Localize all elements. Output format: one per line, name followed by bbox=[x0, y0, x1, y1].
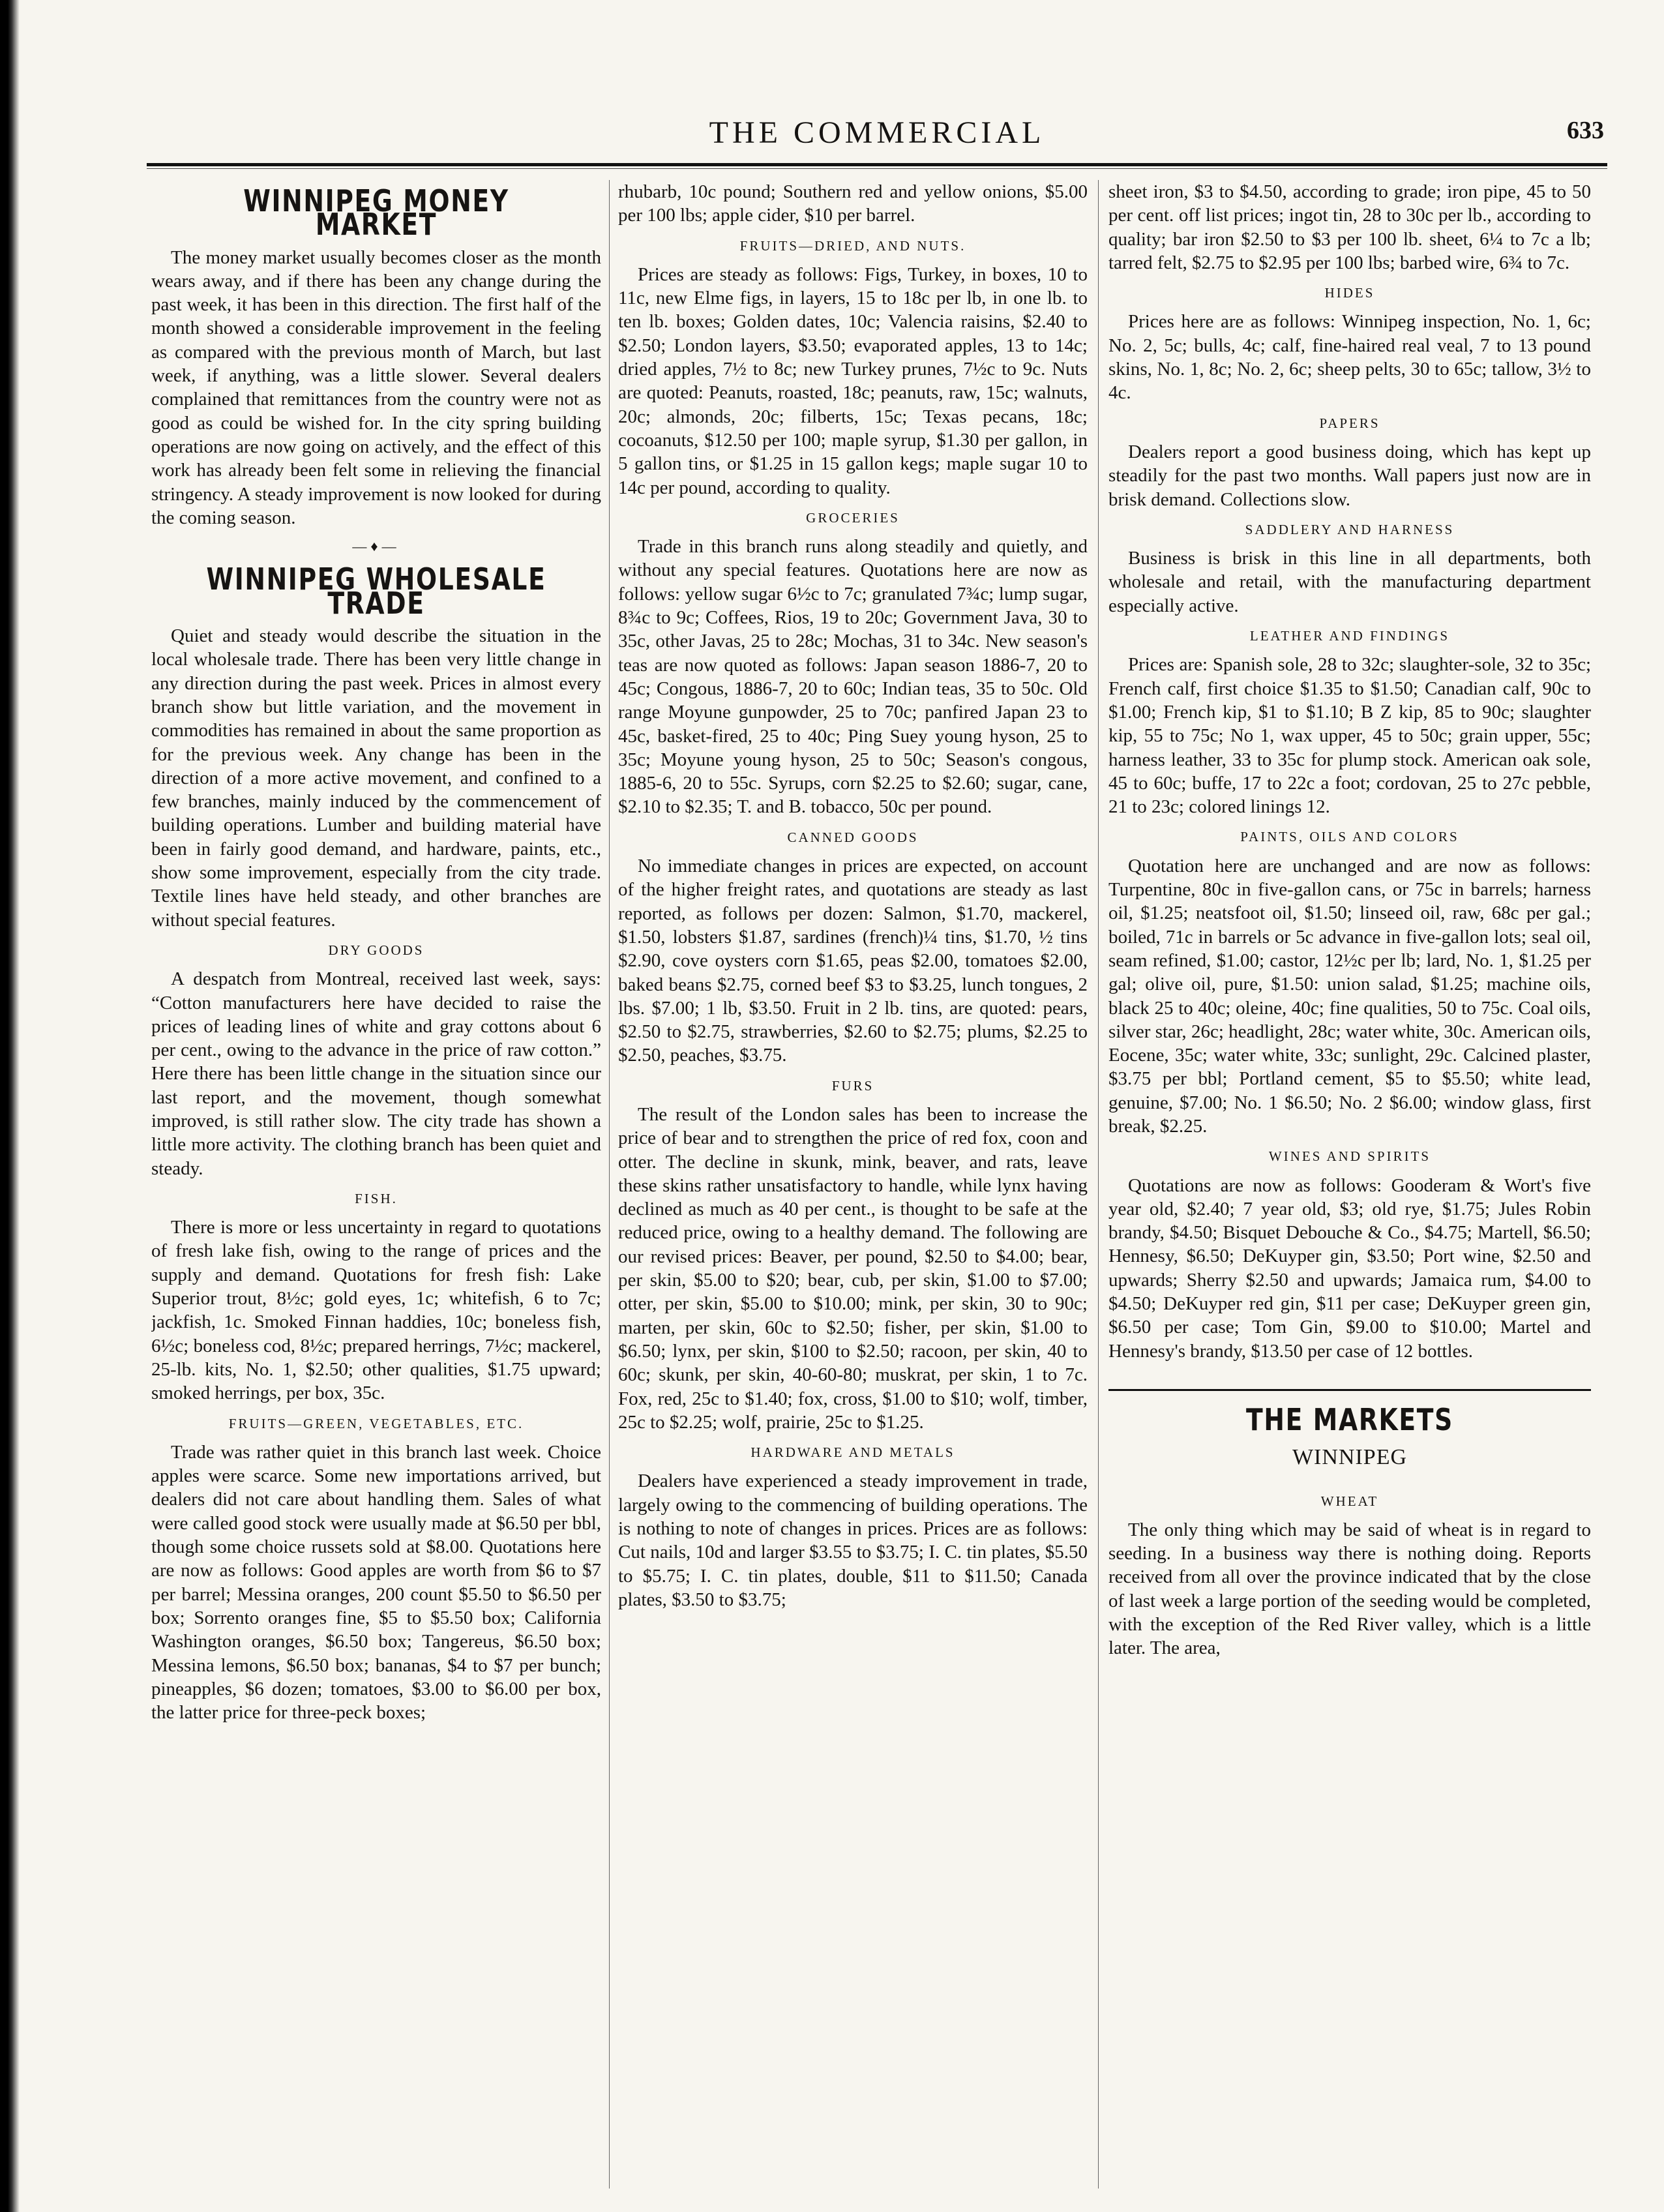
column-1 bbox=[151, 180, 601, 2189]
article-paragraph: Trade was rather quiet in this branch last week. Choice apples were scarce. Some new importations arrived, but dealers did not care about handling them. Sales of what were called good stock were usually made at $6.50 per bbl, though some choice russets sold at $8.00. Quotations here are now as follows: Good apples are worth from $6 to $7 per barrel; Messina oranges, 200 count $5.50 to $6.50 per box; Sorrento oranges fine, $5 to $5.50 box; California Washington oranges, $6.50 box; Tangereus, $6.50 box; Messina lemons, $6.50 box; bananas, $4 to $7 per bunch; pineapples, $6 dozen; tomatoes, $3.00 to $6.00 per box, the latter price for three-peck boxes; bbox=[151, 1441, 601, 1724]
section-heading-fruits-green: FRUITS—GREEN, VEGETABLES, ETC. bbox=[228, 1415, 524, 1431]
article-paragraph: The only thing which may be said of wheat is in regard to seeding. In a business way there is nothing doing. Reports received from all over the province indicated that by the close of last week a large portion of the seeding would be completed, with the exception of the Red River valley, which is a little later. The area, bbox=[1108, 1519, 1591, 1659]
article-paragraph: Quiet and steady would describe the situation in the local wholesale trade. There has been very little change in any direction during the past week. Prices in almost every branch show but little variation, and the movement in commodities has remained in about the same proportion as for the previous week. Any change has been in the direction of a more active movement, and confined to a few branches, mainly induced by the commencement of building operations. Lumber and building material have been in fairly good demand, and hardware, paints, etc., show some improvement, especially from the city trade. Textile lines have held steady, and other branches are without special features. bbox=[151, 625, 601, 931]
article-paragraph: Prices here are as follows: Winnipeg inspection, No. 1, 6c; No. 2, 5c; bulls, 4c; calf, fine-haired real veal, 7 to 13 pound skins, No. 1, 8c; No. 2, 6c; sheep pelts, 30 to 65c; tallow, 3½ to 4c. bbox=[1108, 311, 1591, 404]
markets-section bbox=[1108, 1389, 1591, 1660]
headline-wholesale-trade: WINNIPEG WHOLESALE TRADE bbox=[206, 561, 546, 621]
section-heading-hides: HIDES bbox=[1324, 285, 1375, 301]
article-paragraph: The money market usually becomes closer as the month wears away, and if there has been any change during the past week, it has been in this direction. The first half of the month showed a considerable improvement in the feeling as compared with the previous month of March, but last week, if anything, was a little slower. Several dealers complained that remittances from the country were not as good as could be wished for. In the city spring building operations are now going on actively, and the effect of this work has already been felt some in relieving the financial stringency. A steady improvement is now looked for during the coming season. bbox=[151, 247, 601, 528]
article-paragraph: A despatch from Montreal, received last week, says: “Cotton manufacturers here have decided to raise the prices of leading lines of white and gray cottons about 6 per cent., owing to the advance in the price of raw cotton.” Here there has been little change in the situation since our last report, and the movement, though somewhat improved, is still rather slow. The city trade has shown a little more activity. The clothing branch has been quiet and steady. bbox=[151, 968, 601, 1179]
section-heading-furs: FURS bbox=[831, 1077, 874, 1094]
article-paragraph: rhubarb, 10c pound; Southern red and yellow onions, $5.00 per 100 lbs; apple cider, $10 per barrel. bbox=[618, 181, 1088, 226]
section-heading-leather: LEATHER AND FINDINGS bbox=[1249, 628, 1450, 644]
city-heading: WINNIPEG bbox=[1292, 1445, 1408, 1470]
article-paragraph: Business is brisk in this line in all departments, both wholesale and retail, with the manufacturing department especially active. bbox=[1108, 548, 1591, 616]
masthead-title: THE COMMERCIAL bbox=[709, 115, 1045, 150]
section-heading-dry-goods: DRY GOODS bbox=[328, 942, 424, 958]
article-paragraph: Dealers have experienced a steady improvement in trade, largely owing to the commencing of building operations. The is nothing to note of changes in prices. Prices are as follows: Cut nails, 10d and larger $3.55 to $3.75; I. C. tin plates, $5.50 to $5.75; I. C. tin plates, double, $11 to $11.50; Canada plates, $3.50 to $3.75; bbox=[618, 1471, 1088, 1610]
scan-edge bbox=[0, 0, 20, 2212]
headline-the-markets: THE MARKETS bbox=[1246, 1401, 1453, 1437]
column-divider bbox=[609, 180, 610, 2189]
article-paragraph: Quotations are now as follows: Gooderam & Wort's five year old, $2.40; 7 year old, $3; old rye, $1.75; Jules Robin brandy, $4.50; Bisquet Debouche & Co., $4.75; Martell, $6.50; Hennesy, $6.50; DeKuyper gin, $3.50; Port wine, $2.50 and upwards; Sherry $2.50 and upwards; Jamaica rum, $4.00 to $4.50; DeKuyper red gin, $11 per case; DeKuyper green gin, $6.50 per case; Tom Gin, $9.00 to $10.00; Martel and Hennesy's brandy, $13.50 per case of 12 bottles. bbox=[1108, 1174, 1591, 1362]
column-divider bbox=[1098, 180, 1099, 2189]
section-heading-fruits-dried: FRUITS—DRIED, AND NUTS. bbox=[739, 237, 966, 254]
section-heading-hardware: HARDWARE AND METALS bbox=[750, 1444, 955, 1461]
section-heading-wines: WINES AND SPIRITS bbox=[1268, 1148, 1431, 1165]
article-paragraph: The result of the London sales has been to increase the price of bear and to strengthen the price of red fox, coon and otter. The decline in skunk, mink, beaver, and rats, leave these skins rather unsatisfactory to handle, while lynx having declined as much as 40 per cent., is thought to be safe at the reduced price, owing to a healthy demand. The following are our revised prices: Beaver, per pound, $2.50 to $4.00; bear, per skin, $5.00 to $20; bear, cub, per skin, $1.00 to $7.00; otter, per skin, $5.00 to $10.00; mink, per skin, 30 to 90c; marten, per skin, 60c to $2.50; fisher, per skin, $1.00 to $6.50; lynx, per skin, $100 to $2.50; racoon, per skin, 40 to 60c; skunk, per skin, 40-60-80; muskrat, per skin, 1 to 7c. Fox, red, 25c to $1.40; fox, cross, $1.00 to $10; wolf, timber, 25c to $2.25; wolf, prairie, 25c to $1.25. bbox=[618, 1103, 1088, 1433]
article-paragraph: No immediate changes in prices are expected, on account of the higher freight rates, and quotations are steady as last reported, as follows per dozen: Salmon, $1.70, mackerel, $1.50, lobsters $1.87, sardines (french)¼ tins, $1.70, ½ tins $2.90, cove oysters corn $1.65, peas $2.00, tomatoes $2.00, baked beans $2.75, corned beef $3 to $3.25, lunch tongues, 2 lbs. $7.00; 1 lb, $3.50. Fruit in 2 lb. tins, are quoted: pears, $2.50 to $2.75, strawberries, $2.60 to $2.75; plums, $2.25 to $2.50, peaches, $3.75. bbox=[618, 856, 1088, 1066]
section-heading-canned-goods: CANNED GOODS bbox=[787, 829, 919, 845]
masthead-rule-thin bbox=[147, 168, 1607, 169]
article-paragraph: Prices are steady as follows: Figs, Turkey, in boxes, 10 to 11c, new Elme figs, in layers, 15 to 18c per lb, in one lb. to ten lb. boxes; Golden dates, 10c; Valencia raisins, $2.40 to $2.50; London layers, $3.50; evaporated apples, 13 to 14c; dried apples, 7½ to 8c; new Turkey prunes, 7½c to 9c. Nuts are quoted: Peanuts, roasted, 18c; peanuts, raw, 15c; walnuts, 20c; almonds, 20c; filberts, 15c; Texas pecans, 18c; cocoanuts, $12.50 per 100; maple syrup, $1.30 per gallon, in 5 gallon tins, or $1.25 in 15 gallon kegs; maple sugar 10 to 14c per pound, according to quality. bbox=[618, 263, 1088, 498]
ornament-divider: —♦— bbox=[352, 538, 400, 555]
section-heading-paints: PAINTS, OILS AND COLORS bbox=[1240, 829, 1459, 845]
section-heading-fish: FISH. bbox=[355, 1190, 398, 1206]
headline-money-market: WINNIPEG MONEY MARKET bbox=[243, 183, 509, 243]
section-heading-papers: PAPERS bbox=[1319, 415, 1380, 431]
column-3 bbox=[1108, 180, 1591, 2189]
column-2 bbox=[618, 180, 1088, 2189]
page-number: 633 bbox=[1567, 117, 1604, 144]
article-paragraph: Dealers report a good business doing, which has kept up steadily for the past two months. Wall papers just now are in brisk demand. Collections slow. bbox=[1108, 441, 1591, 510]
masthead-rule bbox=[147, 163, 1607, 166]
article-paragraph: Trade in this branch runs along steadily and quietly, and without any special features. Quotations here are now as follows: yellow sugar 6½c to 7c; granulated 7¾c; lump sugar, 8¾c to 9c; Coffees, Rios, 19 to 20c; Government Java, 30 to 35c, other Javas, 25 to 28c; Mochas, 31 to 34c. New season's teas are now quoted as follows: Japan season 1886-7, 20 to 45c; Congous, 1886-7, 20 to 60c; Indian teas, 35 to 50c. Old range Moyune gunpowder, 25 to 70c; panfired Japan 23 to 45c, basket-fired, 25 to 40c; Ping Suey young hyson, 25 to 35c; Moyune young hyson, 25 to 50c; Season's congous, 1885-6, 20 to 55c. Syrups, corn $2.25 to $2.60; sugar, cane, $2.10 to $2.35; T. and B. tobacco, 50c per pound. bbox=[618, 536, 1088, 818]
section-heading-saddlery: SADDLERY AND HARNESS bbox=[1245, 521, 1455, 537]
article-paragraph: Quotation here are unchanged and are now as follows: Turpentine, 80c in five-gallon cans, or 75c in barrels; harness oil, $1.25; neatsfoot oil, $1.50; linseed oil, raw, 68c per gal.; boiled, 71c in barrels or 5c advance in five-gallon lots; seal oil, seam refined, $1.00; castor, 12½c per lb; lard, No. 1, $1.25 per gal; olive oil, pure, $1.50: union salad, $1.25; machine oils, black 25 to 40c; oleine, 40c; fine qualities, 50 to 75c. Coal oils, silver star, 26c; headlight, 28c; water white, 30c. American oils, Eocene, 35c; water white, 33c; sunlight, 29c. Calcined plaster, $3.75 per bbl; Portland cement, $5 to $5.50; white lead, genuine, $7.00; No. 1 $6.50; No. 2 $6.00; window glass, first break, $2.25. bbox=[1108, 855, 1591, 1137]
article-paragraph: There is more or less uncertainty in regard to quotations of fresh lake fish, owing to the range of prices and the supply and demand. Quotations for fresh fish: Lake Superior trout, 8½c; gold eyes, 1c; whitefish, 6 to 7c; jackfish, 1c. Smoked Finnan haddies, 10c; boneless fish, 6½c; boneless cod, 8½c; prepared herrings, 7½c; mackerel, 25-lb. kits, No. 1, $2.50; other qualities, $1.75 upward; smoked herrings, per box, 35c. bbox=[151, 1217, 601, 1404]
section-heading-groceries: GROCERIES bbox=[806, 509, 900, 526]
section-heading-wheat: WHEAT bbox=[1320, 1493, 1379, 1509]
masthead bbox=[150, 115, 1604, 160]
article-paragraph: Prices are: Spanish sole, 28 to 32c; slaughter-sole, 32 to 35c; French calf, first choice $1.35 to $1.50; Canadian calf, 90c to $1.00; French kip, $1 to $1.10; B Z kip, 85 to 90c; slaughter kip, 55 to 75c; No 1, wax upper, 45 to 50c; grain upper, 55c; harness leather, 33 to 35c for plump stock. American oak sole, 45 to 60c; buffe, 17 to 22c a foot; cordovan, 25 to 27c pebble, 21 to 23c; colored linings 12. bbox=[1108, 654, 1591, 818]
article-paragraph: sheet iron, $3 to $4.50, according to grade; iron pipe, 45 to 50 per cent. off list prices; ingot tin, 28 to 30c per lb., according to quality; bar iron $2.50 to $3 per 100 lb. sheet, 6¼ to 7c a lb; tarred felt, $2.75 to $2.95 per 100 lbs; barbed wire, 6¾ to 7c. bbox=[1108, 181, 1591, 273]
